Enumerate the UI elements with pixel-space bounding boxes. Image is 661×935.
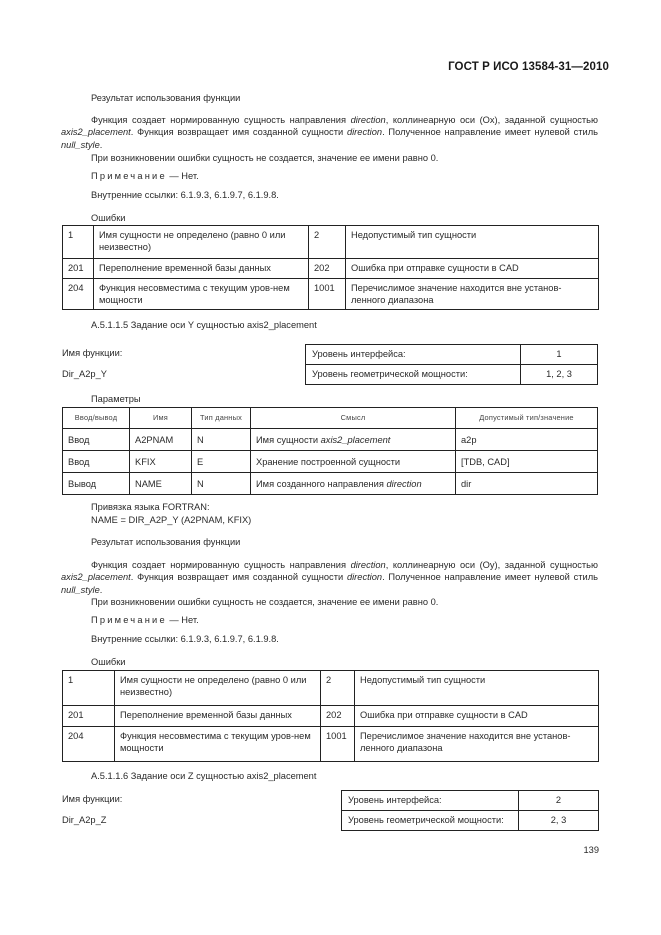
error-text: Имя сущности не определено (равно 0 или неизвестно) (94, 226, 309, 259)
error-text: Переполнение временной базы данных (115, 706, 321, 727)
level-label: Уровень геометрической мощности: (342, 811, 519, 831)
table-row (63, 671, 599, 706)
internal-refs: Внутренние ссылки: 6.1.9.3, 6.1.9.7, 6.1.9.8. (91, 190, 279, 200)
function-name-label: Имя функции: (62, 348, 123, 358)
table-row (63, 226, 599, 259)
table-row (306, 365, 598, 385)
column-header: Ввод/вывод (63, 408, 130, 429)
result-title: Результат использования функции (91, 93, 241, 103)
levels-table (341, 790, 599, 831)
param-io: Вывод (63, 473, 130, 495)
level-value: 1, 2, 3 (521, 365, 598, 385)
page-number: 139 (583, 845, 599, 855)
level-value: 2, 3 (519, 811, 599, 831)
param-type: N (192, 473, 251, 495)
level-label: Уровень интерфейса: (306, 345, 521, 365)
error-text: Ошибка при отправке сущности в CAD (355, 706, 599, 727)
error-text: Переполнение временной базы данных (94, 259, 309, 279)
error-code: 2 (309, 226, 346, 259)
error-code: 2 (321, 671, 355, 706)
note: Примечание — Нет. (91, 171, 199, 181)
errors-table (62, 670, 599, 762)
param-io: Ввод (63, 429, 130, 451)
table-row (63, 727, 599, 762)
param-name: KFIX (130, 451, 192, 473)
errors-title: Ошибки (91, 213, 126, 223)
table-header-row (63, 408, 598, 429)
param-meaning: Имя сущности axis2_placement (251, 429, 456, 451)
description-paragraph: Функция создает нормированную сущность направления direction, коллинеарную оси (Oy), заданной сущностью axis2_placement. Функция возвращает имя созданной сущности direction. Полученное направление имеет нулевой стиль null_style. (61, 560, 598, 595)
level-label: Уровень интерфейса: (342, 791, 519, 811)
error-code: 202 (309, 259, 346, 279)
param-allowed: [TDB, CAD] (456, 451, 598, 473)
error-code: 201 (63, 706, 115, 727)
param-name: A2PNAM (130, 429, 192, 451)
param-name: NAME (130, 473, 192, 495)
error-text: Перечислимое значение находится вне установ-ленного диапазона (346, 279, 599, 310)
param-type: N (192, 429, 251, 451)
error-code: 1 (63, 671, 115, 706)
internal-refs: Внутренние ссылки: 6.1.9.3, 6.1.9.7, 6.1.9.8. (91, 634, 279, 644)
note: Примечание — Нет. (91, 615, 199, 625)
error-text: Ошибка при отправке сущности в CAD (346, 259, 599, 279)
function-name: Dir_A2p_Y (62, 369, 107, 379)
result-title: Результат использования функции (91, 537, 241, 547)
error-note: При возникновении ошибки сущность не создается, значение ее имени равно 0. (91, 597, 439, 607)
description-paragraph: Функция создает нормированную сущность направления direction, коллинеарную оси (Ox), заданной сущностью axis2_placement. Функция возвращает имя созданной сущности direction. Полученное направление имеет нулевой стиль null_style. (61, 115, 598, 150)
error-note: При возникновении ошибки сущность не создается, значение ее имени равно 0. (91, 153, 439, 163)
table-row (63, 429, 598, 451)
column-header: Смысл (251, 408, 456, 429)
fortran-label: Привязка языка FORTRAN: (91, 502, 210, 512)
param-allowed: dir (456, 473, 598, 495)
param-allowed: a2p (456, 429, 598, 451)
table-row (63, 279, 599, 310)
error-text: Перечислимое значение находится вне установ-ленного диапазона (355, 727, 599, 762)
error-code: 1001 (309, 279, 346, 310)
error-text: Функция несовместима с текущим уров-нем мощности (94, 279, 309, 310)
table-row (306, 345, 598, 365)
function-name-label: Имя функции: (62, 794, 123, 804)
param-type: E (192, 451, 251, 473)
params-title: Параметры (91, 394, 141, 404)
error-text: Недопустимый тип сущности (355, 671, 599, 706)
column-header: Тип данных (192, 408, 251, 429)
table-row (63, 259, 599, 279)
table-row (63, 473, 598, 495)
param-io: Ввод (63, 451, 130, 473)
params-table (62, 407, 598, 495)
section-heading: А.5.1.1.5 Задание оси Y сущностью axis2_placement (91, 320, 317, 330)
table-row (342, 791, 599, 811)
error-code: 1001 (321, 727, 355, 762)
column-header: Допустимый тип/значение (456, 408, 598, 429)
level-label: Уровень геометрической мощности: (306, 365, 521, 385)
table-row (342, 811, 599, 831)
param-meaning: Хранение построенной сущности (251, 451, 456, 473)
errors-title: Ошибки (91, 657, 126, 667)
error-code: 201 (63, 259, 94, 279)
errors-table (62, 225, 599, 310)
error-code: 1 (63, 226, 94, 259)
function-name: Dir_A2p_Z (62, 815, 107, 825)
fortran-code: NAME = DIR_A2P_Y (A2PNAM, KFIX) (91, 515, 252, 525)
table-row (63, 451, 598, 473)
table-row (63, 706, 599, 727)
section-heading: А.5.1.1.6 Задание оси Z сущностью axis2_placement (91, 771, 317, 781)
error-text: Имя сущности не определено (равно 0 или неизвестно) (115, 671, 321, 706)
standard-header: ГОСТ Р ИСО 13584-31—2010 (448, 61, 609, 73)
level-value: 2 (519, 791, 599, 811)
param-meaning: Имя созданного направления direction (251, 473, 456, 495)
levels-table (305, 344, 598, 385)
error-code: 202 (321, 706, 355, 727)
error-text: Недопустимый тип сущности (346, 226, 599, 259)
level-value: 1 (521, 345, 598, 365)
error-code: 204 (63, 279, 94, 310)
column-header: Имя (130, 408, 192, 429)
error-code: 204 (63, 727, 115, 762)
error-text: Функция несовместима с текущим уров-нем мощности (115, 727, 321, 762)
